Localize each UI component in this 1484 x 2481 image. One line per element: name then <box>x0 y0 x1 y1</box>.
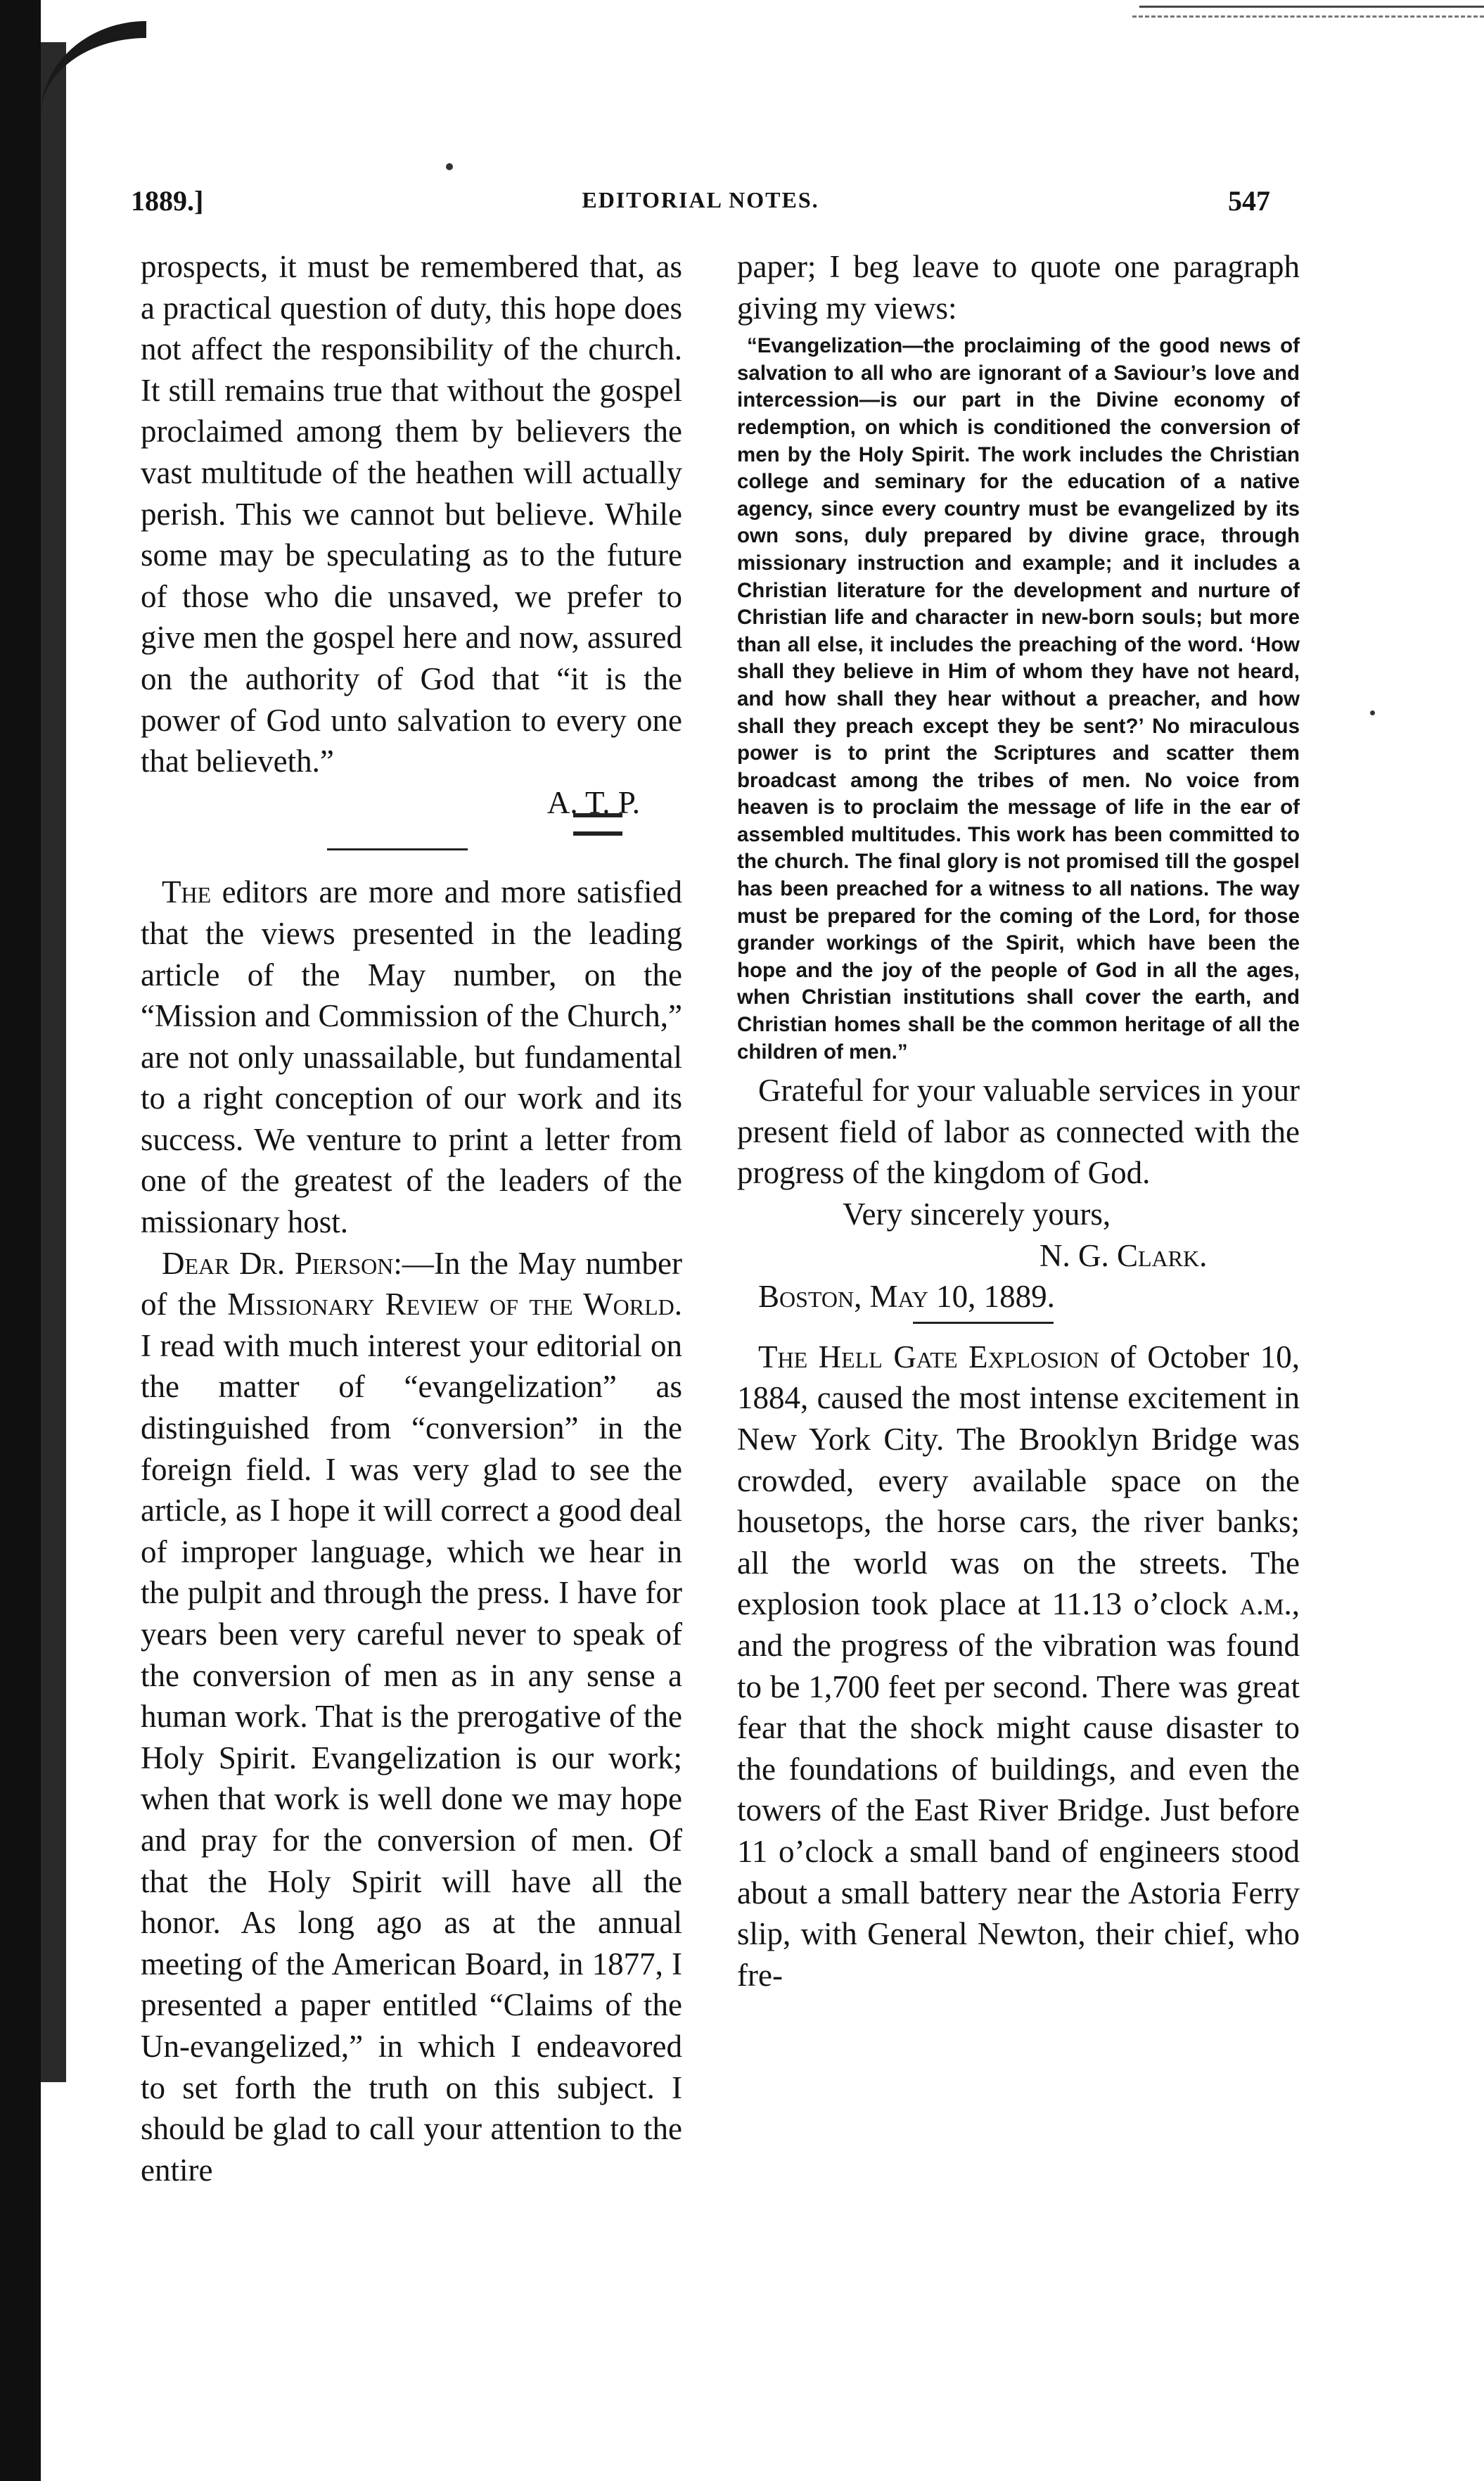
running-header <box>131 184 1270 227</box>
right-paragraph-3 <box>737 1337 1300 1996</box>
right-paragraph-3-body: of October 10, 1884, caused the most intense excitement in New York City. The Brooklyn Bridge was crowded, every available space on the housetops, the horse cars, the river banks; all the world was on the streets. The explosion took place at 11.13 o’clock <box>737 1339 1300 1622</box>
letter-closing: Very sincerely yours, <box>843 1197 1111 1232</box>
letter-paragraph <box>141 1243 682 2191</box>
lead-phrase: The Hell Gate Explosion <box>758 1339 1099 1375</box>
left-paragraph-2-body: editors are more and more satisfied that the views presented in the leading article of the May number, on the “Mission and Commission of the Church,” are not only unassailable, but fundamental to a right conception of our work and its success. We venture to print a letter from one of the greatest of the leaders of the missionary host. <box>141 874 682 1240</box>
scan-speck <box>446 163 453 170</box>
scan-page-curl <box>41 21 146 115</box>
scan-speck <box>1370 710 1375 715</box>
scan-edge-shadow <box>0 0 41 2481</box>
right-paragraph-1: paper; I beg leave to quote one paragraph giving my views: <box>737 249 1300 326</box>
letter-text-b: . I read with much interest your editorial on the matter of “evangelization” as distinguished from “conversion” in the foreign field. I was very glad to see the article, as I hope it will correct a good deal of improper language, which we hear in the pulpit and through the press. I have for years been very careful never to speak of the conversion of men as in any sense a human work. That is the prerogative of the Holy Spirit. Evangelization is our work; when that work is well done we may hope and pray for the conversion of men. Of that the Holy Spirit will have all the honor. As long ago as at the annual meeting of the American Board, in 1877, I presented a paper entitled “Claims of the Un-evangelized,” in which I endeavored to set forth the truth on this subject. I should be glad to call your attention to the entire <box>141 1287 682 2188</box>
letter-signer: N. G. Clark. <box>1040 1237 1208 1273</box>
section-divider <box>913 1322 1054 1324</box>
section-divider <box>327 848 468 850</box>
signature-atp: A. T. P. <box>546 784 640 820</box>
letter-text-a: :—In the May number of the <box>141 1245 682 1322</box>
letter-salutation: Dear Dr. Pierson <box>162 1245 394 1281</box>
scan-top-dash <box>1132 15 1484 18</box>
magazine-title: Missionary Review of the World <box>227 1287 674 1322</box>
scan-top-rule <box>1139 6 1484 8</box>
lead-word: The <box>162 874 212 910</box>
right-paragraph-3-tail: , and the progress of the vibration was found to be 1,700 feet per second. There was great fear that the shock might cause disaster to the foundations of buildings, and even the towers of the East River Bridge. Just before 11 o’clock a small band of engineers stood about a small battery near the Astoria Ferry slip, with General Newton, their chief, who fre- <box>737 1586 1300 1993</box>
left-column <box>141 246 682 2448</box>
block-quote: “Evangelization—the proclaiming of the good news of salvation to all who are ignorant of a Saviour’s love and intercession—is our part in the Divine economy of redemption, on which is conditioned the conversion of men by the Holy Spirit. The work includes the Christian college and seminary for the education of a native agency, since every country must be evangelized by its own sons, duly prepared by divine grace, through missionary instruction and example; and it includes a Christian literature for the development and nurture of Christian life and character in new-born souls; but more than all else, it includes the preaching of the word. ‘How shall they believe in Him of whom they have not heard, and how shall they hear without a preacher, and how shall they preach except they be sent?’ No miraculous power is to print the Scriptures and scatter them broadcast among the tribes of men. No voice from heaven is to proclaim the message of life in the ear of assembled multitudes. This work has been committed to the church. The final glory is not promised till the gospel has been preached for a witness to all nations. The way must be prepared for the coming of the Lord, for those grander workings of the Spirit, which have been the hope and the joy of the people of God in all the ages, when Christian institutions shall cover the earth, and Christian homes shall be the common heritage of all the children of men.” <box>737 334 1300 1064</box>
header-year: 1889.] <box>131 185 204 217</box>
left-paragraph-2 <box>141 872 682 1242</box>
letter-dateline: Boston, May 10, 1889. <box>758 1279 1055 1315</box>
page-number: 547 <box>1228 185 1270 217</box>
header-title: EDITORIAL NOTES. <box>582 187 819 212</box>
right-column <box>737 246 1300 2448</box>
scan-edge-inner-shadow <box>41 42 66 2082</box>
left-paragraph-1: prospects, it must be remembered that, as a practical question of duty, this hope does not affect the responsibility of the church. It still remains true that without the gospel proclaimed among them by believers the vast multitude of the heathen will actually perish. This we cannot but believe. While some may be speculating as to the future of those who die unsaved, we prefer to give men the gospel here and now, assured on the authority of God that “it is the power of God unto salvation to every one that believeth.” <box>141 249 682 779</box>
right-paragraph-2: Grateful for your valuable services in your present field of labor as connected with the progress of the kingdom of God. <box>737 1073 1300 1191</box>
time-abbrev: a.m. <box>1239 1586 1292 1622</box>
